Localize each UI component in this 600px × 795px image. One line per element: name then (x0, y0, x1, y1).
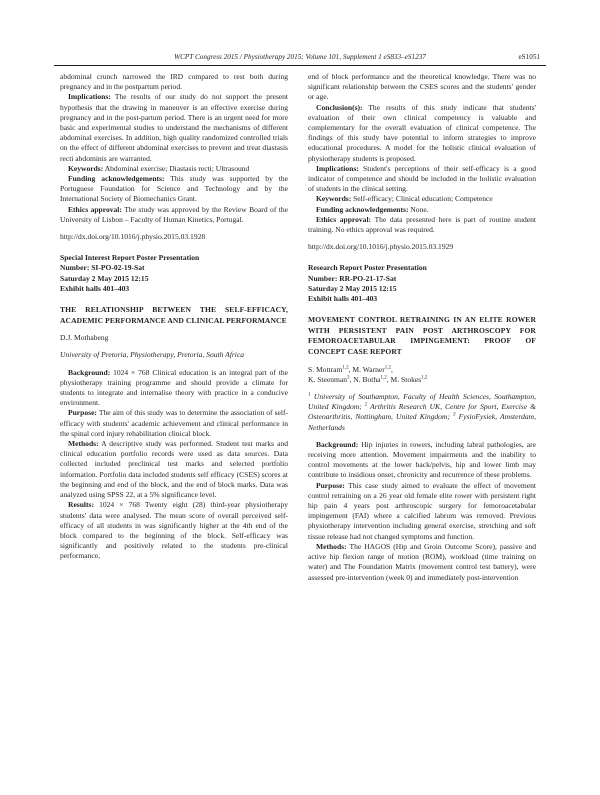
keywords-text: Self-efficacy; Clinical education; Competence (351, 194, 493, 204)
methods-text: A descriptive study was performed. Student test marks and clinical education portfolio records were used as data sources. Data collected included preclinical test marks and selected portfolio information. Portfolio data included students self efficacy (CSES) scores at the beginning and end of the block, and the end of block marks. Data was analyzed using SPSS 22, at a 5% significance level. (60, 439, 288, 500)
funding-label: Funding acknowledgements: (316, 204, 409, 214)
purpose-text: This case study aimed to evaluate the effect of movement control retraining on a 26 year old female elite rower with persistent right hip pain 4 years post arthroscopic surgery for femoroacetabular impingement (FAI) where a calcified labrum was removed. Previous physiotherapy intervention including general exercise, stretching and soft tissue release had not changed symptoms and function. (308, 480, 536, 541)
left-implications (60, 92, 288, 163)
ethics-text: The data presented here is part of routine student training. No ethics approval was required. (308, 214, 537, 235)
session-type: Research Report Poster Presentation (308, 263, 427, 273)
left-intro-paragraph: abdominal crunch narrowed the IRD compared to rest both during pregnancy and in the postpartum period. (60, 72, 288, 92)
abstract-title: MOVEMENT CONTROL RETRAINING IN AN ELITE ROWER WITH PERSISTENT PAIN POST ARTHROSCOPY FOR FEMOROACETABULAR IMPINGEMENT: PROOF OF CONCEPT CASE REPORT (308, 315, 536, 357)
methods-label: Methods: (68, 439, 99, 449)
conclusion-text: The results of this study indicate that students' evaluation of their own clinical competency is valuable and complementary for the overall evaluation of clinical competence. The findings of this study have potential to inform strategies to improve educational procedures. A model for the holistic clinical evaluation of physiotherapy students is proposed. (308, 102, 536, 163)
ethics-label: Ethics approval: (68, 204, 122, 214)
session-type: Special Interest Report Poster Presentation (60, 253, 200, 263)
funding-text: None. (408, 204, 429, 214)
purpose-label: Purpose: (68, 408, 97, 418)
left-background (60, 368, 288, 409)
abstract-title: THE RELATIONSHIP BETWEEN THE SELF-EFFICACY, ACADEMIC PERFORMANCE AND CLINICAL PERFORMANCE (60, 305, 288, 325)
background-label: Background: (316, 439, 359, 449)
author-list: S. Mottram$^{1,2}$, M. Warner$^{1,2}$, K. Steenman$^3$, N. Botha$^{1,2}$, M. Stokes$^{1,2}$ (308, 364, 428, 384)
author-list: D.J. Mothabeng (60, 333, 109, 343)
affiliation: $^1$ University of Southampton, Faculty of Health Sciences, Southampton, United Kingdom; $^2$ Arthritis Research UK, Centre for Sport, Exercise & Osteoarthritis, Nottingham, United Kingdom; $^3$ FysioFysiek, Amsterdam, Netherlands (308, 392, 536, 432)
purpose-text: The aim of this study was to determine the association of self-efficacy with students' academic achievement and clinical performance in the spinal cord injury rehabilitation clinical block. (60, 408, 288, 438)
page-number: eS1051 (518, 53, 540, 61)
keywords-text: Abdominal exercise; Diastasis recti; Ultrasound (103, 163, 250, 173)
implications-text: Student's perceptions of their self-efficacy is a good indicator of competence and should be included in the holistic evaluation of students in the clinical setting. (308, 163, 536, 194)
left-funding (60, 174, 288, 205)
left-keywords (60, 164, 288, 174)
running-header (0, 53, 600, 63)
right-conclusion (308, 103, 536, 164)
purpose-label: Purpose: (316, 480, 345, 490)
right-funding (308, 205, 536, 215)
doi-link-1928[interactable]: http://dx.doi.org/10.1016/j.physio.2015.03.1928 (60, 232, 206, 242)
right-purpose (308, 481, 536, 542)
author-mottram[interactable]: S. Mottram (308, 364, 343, 374)
background-text: Hip injuries in rowers, including labral pathologies, are receiving more attention. Movement impairments and the inability to control movements at the lower back/pelvis, hip and lower limb may contribute to insidious onset, chronicity and recurrence of these problems. (308, 439, 536, 480)
funding-label: Funding acknowledgements: (68, 174, 165, 184)
conclusion-label: Conclusion(s): (316, 102, 363, 112)
ethics-text: The study was approved by the Review Board of the University of Lisbon – Faculty of Human Kinetics, Portugal. (60, 204, 289, 224)
ethics-label: Ethics approval: (316, 214, 372, 224)
keywords-label: Keywords: (68, 163, 104, 173)
left-column (60, 72, 288, 562)
background-label: Background: (68, 367, 111, 377)
funding-text: This study was supported by the Portuguese Foundation for Science and Technology and by the International Society of Biomechanics Grant. (60, 174, 288, 204)
session-number: Number: SI-PO-02-19-Sat (60, 263, 145, 273)
session-location: Exhibit halls 401–403 (60, 283, 130, 293)
right-column (308, 72, 536, 583)
methods-label: Methods: (316, 541, 347, 551)
right-ethics (308, 215, 536, 235)
right-implications (308, 164, 536, 195)
journal-citation: WCPT Congress 2015 / Physiotherapy 2015; Volume 101, Supplement 1 eS833–eS1237 (174, 53, 426, 61)
results-text: 1024 × 768 Twenty eight (28) third-year physiotherapy students' data were analysed. The mean score of overall perceived self-efficacy of all students in was significantly higher at the 4th end of the block compared to the beginning of the block. Self-efficacy was significantly and positively related to the students pre-clinical performance, (60, 500, 288, 561)
right-intro-paragraph: end of block performance and the theoretical knowledge. There was no significant relationship between the CSES scores and the students' gender or age. (308, 72, 536, 102)
keywords-label: Keywords: (316, 194, 352, 204)
left-methods (60, 439, 288, 500)
methods-text: The HAGOS (Hip and Groin Outcome Score), passive and active hip flexion range of motion (ROM), workload (time training on water) and The Foundation Matrix (movement control test battery), were assessed pre-intervention (week 0) and immediately post-intervention (308, 541, 536, 582)
implications-text: The results of our study do not support the present hypothesis that the drawing in maneuver is an effective exercise during pregnancy and in the post-partum period. There is an urgent need for more basic and experimental studies to understand the mechanisms of different abdominal exercises. In addition, high quality randomized controlled trials on the effect of different abdominal exercises to prevent and treat diastasis recti abdominis are warranted. (60, 92, 288, 163)
session-number: Number: RR-PO-21-17-Sat (308, 273, 397, 283)
session-time: Saturday 2 May 2015 12:15 (60, 273, 149, 283)
background-text: 1024 × 768 Clinical education is an integral part of the physiotherapy training programme and should provide a climate for students to integrate and internalise theory with practice in a conducive environment. (60, 367, 288, 408)
affiliation: University of Pretoria, Physiotherapy, Pretoria, South Africa (60, 350, 244, 360)
implications-label: Implications: (316, 163, 359, 173)
right-background (308, 440, 536, 481)
right-methods (308, 542, 536, 583)
session-location: Exhibit halls 401–403 (308, 294, 378, 304)
left-results (60, 500, 288, 561)
right-keywords (308, 194, 536, 204)
implications-label: Implications: (68, 92, 111, 102)
results-label: Results: (68, 500, 94, 510)
left-purpose (60, 408, 288, 439)
session-time: Saturday 2 May 2015 12:15 (308, 283, 397, 293)
header-rule (54, 65, 546, 66)
doi-link-1929[interactable]: http://dx.doi.org/10.1016/j.physio.2015.03.1929 (308, 242, 454, 252)
left-ethics (60, 205, 288, 225)
